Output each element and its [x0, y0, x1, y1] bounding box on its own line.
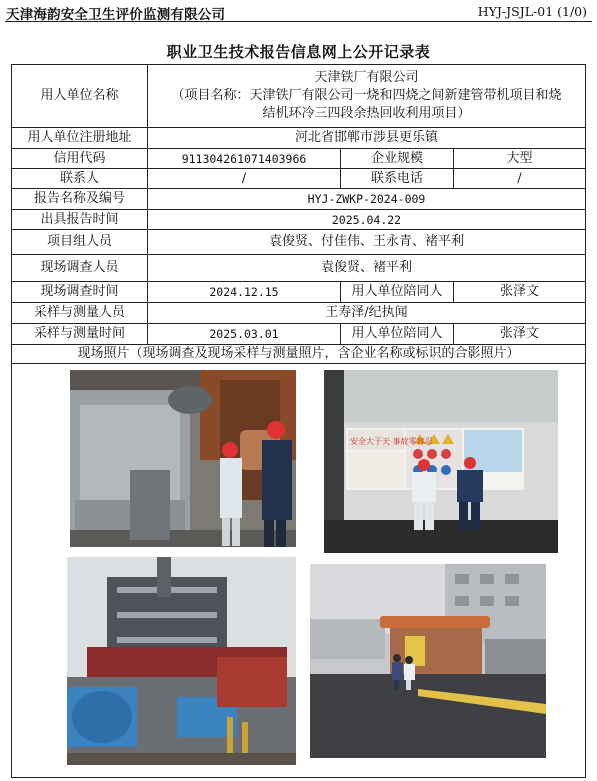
header-doc-code: HYJ-JSJL-01 (1/0) [477, 4, 587, 19]
photos-cell [12, 364, 586, 778]
value-employer-name [148, 65, 586, 128]
value-project-members: 袁俊贤、付佳伟、王永青、褚平利 [148, 230, 586, 255]
label-contact-person: 联系人 [12, 169, 148, 189]
label-issue-time: 出具报告时间 [12, 210, 148, 230]
value-contact-phone: / [454, 169, 586, 189]
label-contact-phone: 联系电话 [341, 169, 454, 189]
value-report-number: HYJ-ZWKP-2024-009 [148, 189, 586, 210]
row-sampling-time [12, 324, 586, 345]
row-report [12, 189, 586, 210]
label-onsite-investigators: 现场调查人员 [12, 255, 148, 282]
label-project-members: 项目组人员 [12, 230, 148, 255]
disclosure-record-table [11, 64, 586, 778]
header-rule [5, 21, 592, 22]
label-credit-code: 信用代码 [12, 149, 148, 169]
label-employer-name: 用人单位名称 [12, 65, 148, 128]
row-credit-code [12, 149, 586, 169]
value-credit-code: 911304261071403966 [148, 149, 341, 169]
row-project-members [12, 230, 586, 255]
value-address: 河北省邯郸市涉县更乐镇 [148, 128, 586, 149]
page-title: 职业卫生技术报告信息网上公开记录表 [166, 43, 431, 61]
photo-banner-text: 安全大于天 事故零容忍 [350, 437, 433, 446]
value-onsite-survey-time: 2024.12.15 [148, 282, 341, 303]
label-report-name-number: 报告名称及编号 [12, 189, 148, 210]
project-name-line2: 结机环冷三四段余热回收利用项目） [262, 106, 471, 121]
row-contact [12, 169, 586, 189]
value-sampling-personnel: 王寿泽/纪执闻 [148, 303, 586, 324]
photo-sintering-facility [67, 557, 296, 765]
row-address [12, 128, 586, 149]
value-escort-1: 张泽文 [454, 282, 586, 303]
row-sampling-personnel [12, 303, 586, 324]
label-company-size: 企业规模 [341, 149, 454, 169]
photo-onsite-investigation-machinery [70, 370, 296, 547]
label-employer-address: 用人单位注册地址 [12, 128, 148, 149]
row-employer-name [12, 65, 586, 128]
label-employer-escort-2: 用人单位陪同人 [341, 324, 454, 345]
header-org-name: 天津海韵安全卫生评价监测有限公司 [6, 7, 226, 23]
value-onsite-investigators: 袁俊贤、褚平利 [148, 255, 586, 282]
photo-factory-gate [310, 564, 546, 758]
value-issue-time: 2025.04.22 [148, 210, 586, 230]
label-sampling-time: 采样与测量时间 [12, 324, 148, 345]
label-sampling-personnel: 采样与测量人员 [12, 303, 148, 324]
row-onsite-investigators [12, 255, 586, 282]
page-header [0, 0, 597, 24]
value-sampling-time: 2025.03.01 [148, 324, 341, 345]
value-escort-2: 张泽文 [454, 324, 586, 345]
label-onsite-survey-time: 现场调查时间 [12, 282, 148, 303]
project-name-line1: （项目名称：天津铁厂有限公司一烧和四烧之间新建管带机项目和烧 [171, 88, 562, 103]
photo-group-safety-board [324, 370, 558, 553]
row-onsite-survey [12, 282, 586, 303]
value-contact-person: / [148, 169, 341, 189]
label-employer-escort-1: 用人单位陪同人 [341, 282, 454, 303]
row-photos-heading [12, 345, 586, 364]
value-company-size: 大型 [454, 149, 586, 169]
row-photos [12, 364, 586, 778]
row-issue-time [12, 210, 586, 230]
label-photos: 现场照片（现场调查及现场采样与测量照片，含企业名称或标识的合影照片） [12, 345, 586, 364]
company-name: 天津铁厂有限公司 [314, 70, 419, 85]
